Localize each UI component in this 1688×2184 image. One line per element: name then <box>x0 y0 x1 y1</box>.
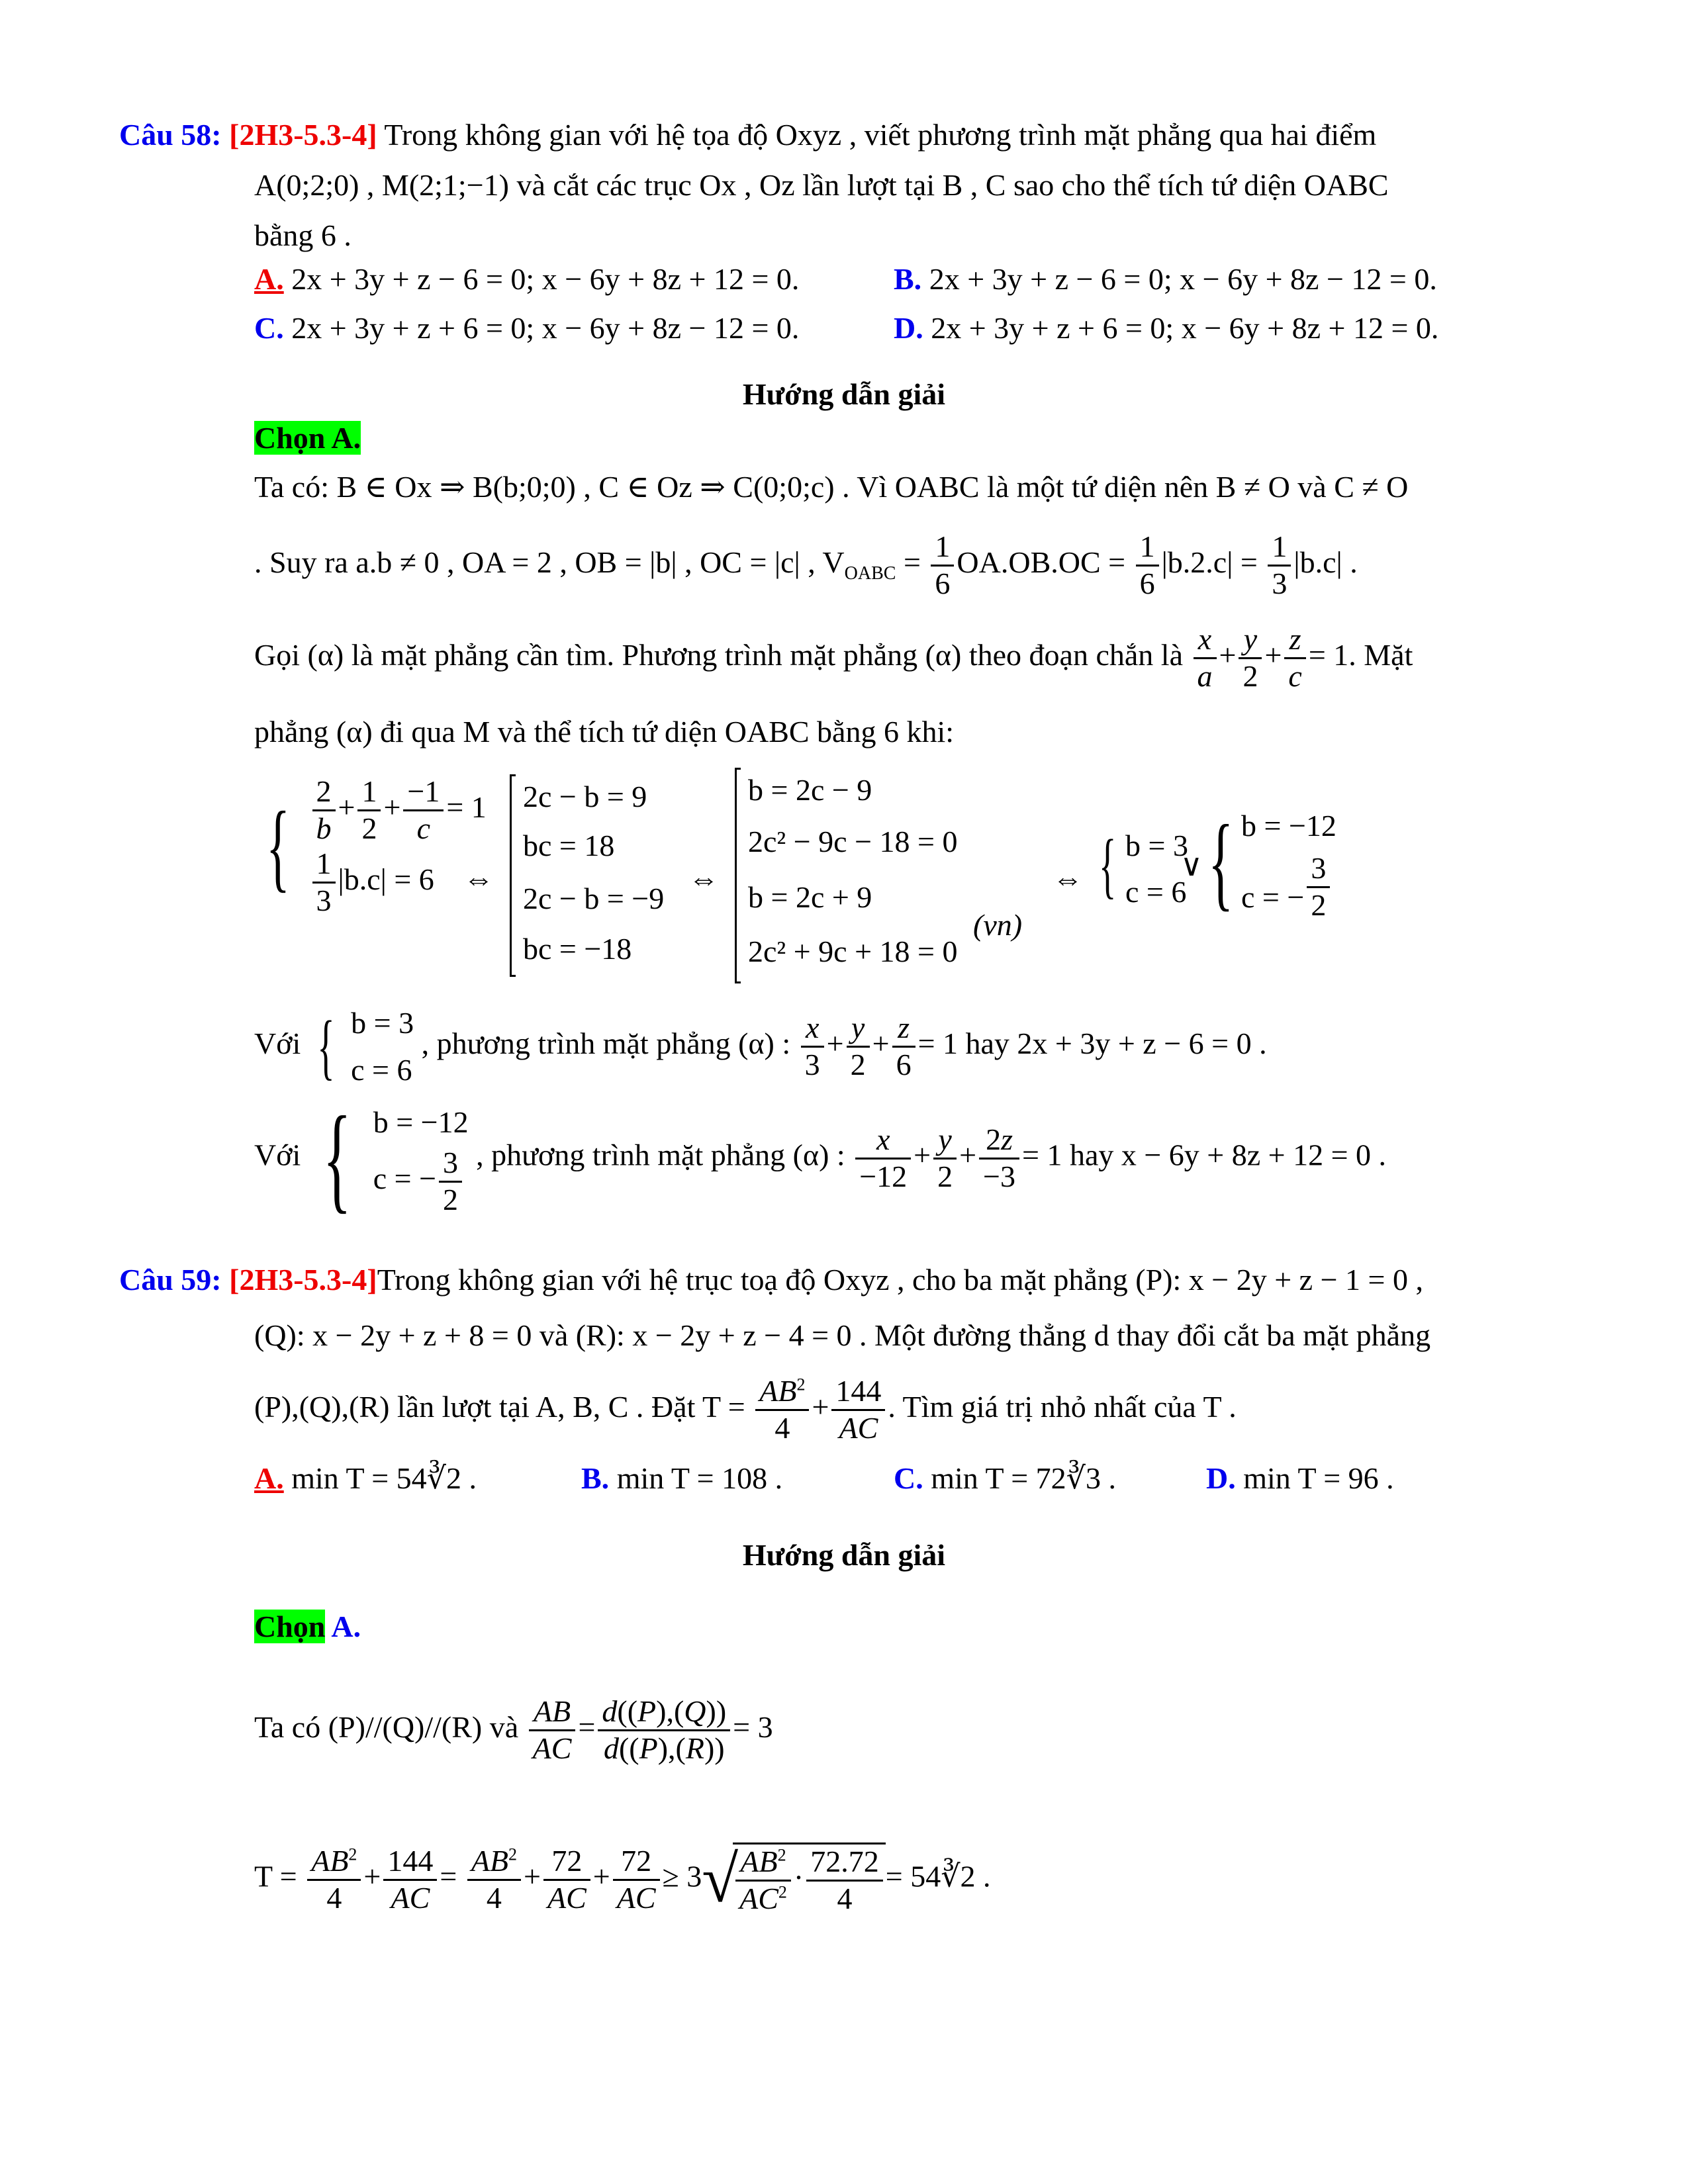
q59-label: Câu 59: <box>119 1263 222 1297</box>
q58-option-b-letter: B. <box>894 262 922 296</box>
q58-guide-title: Hướng dẫn giải <box>742 377 946 411</box>
q59-option-d[interactable] <box>1206 1460 1394 1496</box>
q58-with1-sys-r1: b = 3 <box>351 1006 414 1040</box>
q58-sol-line2-eq: = <box>896 545 929 579</box>
q59-cube-root-icon: √ <box>702 1843 739 1916</box>
q58-option-a[interactable] <box>254 261 799 297</box>
q59-sol-frac-ab2-4: $\frac{AB^2}{4}$ <box>307 1844 361 1916</box>
q58-with2-sys-r2: c = − <box>373 1161 437 1196</box>
q59-frac-ab-ac: $\frac{AB}{AC}$ <box>529 1694 576 1766</box>
q58-chosen <box>254 420 361 456</box>
q58-sys3-r1: b = 2c − 9 <box>748 773 872 807</box>
q59-sol-frac-72-ac-b: $\frac{72}{AC}$ <box>613 1844 660 1916</box>
q58-sol-line1: Ta có: B ∈ Ox ⇒ B(b;0;0) , C ∈ Oz ⇒ C(0;0;c) . Vì OABC là một tứ diện nên B ≠ O và C ≠ O <box>254 470 1409 504</box>
q58-line1 <box>119 116 1376 153</box>
q58-option-a-text: 2x + 3y + z − 6 = 0; x − 6y + 8z + 12 = 0. <box>291 262 800 296</box>
q58-frac-1-3-b: $\frac{1}{3}$ <box>312 846 336 919</box>
q58-option-c-text: 2x + 3y + z + 6 = 0; x − 6y + 8z − 12 = 0. <box>291 311 800 345</box>
q58-option-b-text: 2x + 3y + z − 6 = 0; x − 6y + 8z − 12 = 0. <box>929 262 1437 296</box>
q58-frac-1-6: $\frac{1}{6}$ <box>931 529 954 602</box>
q59-frac-144-ac: $\frac{144}{AC}$ <box>831 1374 885 1446</box>
q58-sol-line4: phẳng (α) đi qua M và thể tích tứ diện OABC bằng 6 khi: <box>254 715 955 749</box>
q59-option-b-letter: B. <box>581 1461 610 1495</box>
q58-sys3-vn: (vn) <box>973 908 1023 942</box>
q59-sol-frac-144-ac: $\frac{144}{AC}$ <box>383 1844 437 1916</box>
q58-frac-1-2: $\frac{1}{2}$ <box>357 774 381 846</box>
q58-frac-z-c: $\frac{z}{c}$ <box>1284 622 1305 694</box>
q58-volume-subscript: OABC <box>844 563 896 584</box>
q58-with1-sys <box>351 999 414 1094</box>
q58-sys3-r4: 2c² + 9c + 18 = 0 <box>748 934 958 968</box>
q58-sol-line2 <box>254 529 1358 602</box>
q58-frac-1-6-b: $\frac{1}{6}$ <box>1136 529 1159 602</box>
q59-line2: (Q): x − 2y + z + 8 = 0 và (R): x − 2y + z − 4 = 0 . Một đường thẳng d thay đổi cắt ba mặt phẳng <box>254 1318 1431 1352</box>
q59-guide-title: Hướng dẫn giải <box>742 1538 946 1572</box>
q58-frac-x-3: $\frac{x}{3}$ <box>801 1011 824 1083</box>
q58-iff-2: ⇔ <box>688 862 719 895</box>
q58-option-c[interactable] <box>254 310 799 346</box>
q59-sol-line1-text: Ta có (P)//(Q)//(R) và <box>254 1709 519 1744</box>
q58-sol-line2-text-c: OA.OB.OC = <box>957 545 1133 579</box>
q59-line3: (P),(Q),(R) lần lượt tại A, B, C . Đặt T = $\frac{AB^2}{4}$ + $\frac{144}{AC}$ . Tìm giá trị nhỏ nhất của T . <box>254 1374 1237 1445</box>
q59-chosen-answer: A. <box>325 1610 361 1643</box>
q58-frac-1-3: $\frac{1}{3}$ <box>1268 529 1291 602</box>
q59-sol-line1: Ta có (P)//(Q)//(R) và $\frac{AB}{AC}$ = $\frac{d((P),(Q))}{d((P),(R))}$ = 3 <box>254 1694 773 1765</box>
q58-option-d-letter: D. <box>894 311 923 345</box>
q58-text-1: Trong không gian với hệ tọa độ Oxyz , viết phương trình mặt phẳng qua hai điểm <box>384 118 1377 152</box>
q58-sys1-eq2: |b.c| = 6 <box>338 862 434 896</box>
q58-frac-2z-m3: $\frac{2z}{-3}$ <box>979 1122 1019 1195</box>
q58-with1-label: Với <box>254 1026 301 1060</box>
q59-frac-ab2-4: $\frac{AB^2}{4}$ <box>755 1374 809 1446</box>
q59-frac-ab2-ac2: $\frac{AB^2}{AC^2}$ <box>735 1844 791 1917</box>
q59-sol-line2-end: = 54∛2 . <box>885 1859 991 1893</box>
q58-sys3-r3: b = 2c + 9 <box>748 880 872 914</box>
q58-with1: Với { b = 3 c = 6 , phương trình mặt phẳng (α) : $\frac{x}{3}$ + $\frac{y}{2}$ + $\frac{z}{6}$ = 1 hay 2x + 3y + z − 6 = 0 . <box>254 999 1267 1094</box>
q59-chosen <box>254 1608 361 1645</box>
q59-text-1: Trong không gian với hệ trục toạ độ Oxyz , cho ba mặt phẳng (P): x − 2y + z − 1 = 0 , <box>377 1263 1423 1297</box>
q59-frac-dist: $\frac{d((P),(Q))}{d((P),(R))}$ <box>598 1694 730 1766</box>
q59-sol-line2: T = $\frac{AB^2}{4}$ + $\frac{144}{AC}$ = $\frac{AB^2}{4}$ + $\frac{72}{AC}$ + $\frac{72}{AC}$ ≥ 3√ $\frac{AB^2}{AC^2}$ · $\frac{72.72}{4}$ = 54∛2 . <box>254 1843 991 1916</box>
q59-option-c-letter: C. <box>894 1461 923 1495</box>
q58-sys3-r2: 2c² − 9c − 18 = 0 <box>748 825 958 858</box>
q59-option-d-text: min T = 96 . <box>1243 1461 1394 1495</box>
q59-code: [2H3-5.3-4] <box>229 1263 377 1297</box>
q58-frac-x-a: $\frac{x}{a}$ <box>1194 622 1217 694</box>
q59-option-a-letter: A. <box>254 1461 284 1495</box>
q58-with2-text: , phương trình mặt phẳng (α) : <box>476 1138 845 1172</box>
q58-with1-brace: { <box>317 1006 335 1087</box>
q59-option-a-text: min T = 54∛2 . <box>291 1461 477 1495</box>
q59-option-c[interactable] <box>894 1460 1116 1496</box>
q59-radicand: $\frac{AB^2}{AC^2}$ · $\frac{72.72}{4}$ <box>733 1843 886 1917</box>
q58-sys4-r2: c = 6 <box>1125 875 1187 909</box>
q59-chosen-label: Chọn <box>254 1610 326 1643</box>
q58-with2-label: Với <box>254 1138 301 1172</box>
q58-frac-z-6: $\frac{z}{6}$ <box>892 1011 915 1083</box>
q58-frac-y-2-b: $\frac{y}{2}$ <box>847 1011 870 1083</box>
q58-line3: bằng 6 . <box>254 218 352 252</box>
q58-frac-3-2-b: $\frac{3}{2}$ <box>439 1146 462 1218</box>
q58-or: ∨ <box>1180 848 1203 882</box>
q58-with2-sys <box>373 1099 469 1218</box>
q58-frac-y-2-c: $\frac{y}{2}$ <box>933 1122 957 1195</box>
q58-option-d[interactable] <box>894 310 1438 346</box>
q58-with2-brace: { <box>322 1092 352 1224</box>
q59-option-b[interactable] <box>581 1460 782 1496</box>
q58-option-a-letter: A. <box>254 262 284 296</box>
q58-sol-line2-text-d: |b.2.c| = <box>1161 545 1266 579</box>
q58-sys2-r3: 2c − b = −9 <box>523 882 665 915</box>
q58-systems-row <box>254 774 487 919</box>
q58-option-c-letter: C. <box>254 311 284 345</box>
q58-with2: Với { b = −12 c = − $\frac{3}{2}$ , phương trình mặt phẳng (α) : $\frac{x}{-12}$ + $\frac{y}{2}$ + $\frac{2z}{-3}$ = 1 hay x − 6y + 8z + 12 = 0 . <box>254 1092 1387 1224</box>
q58-label: Câu 58: <box>119 118 222 152</box>
q58-sol-line3-text: Gọi (α) là mặt phẳng cần tìm. Phương trình mặt phẳng (α) theo đoạn chắn là <box>254 637 1183 672</box>
q58-code: [2H3-5.3-4] <box>229 118 377 152</box>
q58-frac-2-b: $\frac{2}{b}$ <box>312 774 336 846</box>
q58-sol-line3: Gọi (α) là mặt phẳng cần tìm. Phương trình mặt phẳng (α) theo đoạn chắn là $\frac{x}{a}$ + $\frac{y}{2}$ + $\frac{z}{c}$ = 1. Mặt <box>254 622 1413 693</box>
q58-with1-text: , phương trình mặt phẳng (α) : <box>421 1026 791 1060</box>
q59-sol-line2-T: T = <box>254 1859 297 1893</box>
q58-frac-y-2: $\frac{y}{2}$ <box>1239 622 1262 694</box>
q58-with2-end: = 1 hay x − 6y + 8z + 12 = 0 . <box>1022 1138 1387 1172</box>
q58-frac-m1-c: $\frac{-1}{c}$ <box>403 774 444 846</box>
q58-iff-3: ⇔ <box>1053 862 1083 895</box>
q58-sys5-r1: b = −12 <box>1241 809 1336 842</box>
q58-sys1: $\frac{2}{b}$ + $\frac{1}{2}$ + $\frac{-1}{c}$ = 1 $\frac{1}{3}$ |b.c| = 6 <box>310 774 487 919</box>
q59-sol-frac-72-ac: $\frac{72}{AC}$ <box>543 1844 590 1916</box>
q58-sys4-r1: b = 3 <box>1125 829 1188 862</box>
q58-option-d-text: 2x + 3y + z + 6 = 0; x − 6y + 8z + 12 = 0. <box>931 311 1439 345</box>
q59-option-d-letter: D. <box>1206 1461 1236 1495</box>
q59-option-a[interactable] <box>254 1460 477 1496</box>
q58-sys2-r1: 2c − b = 9 <box>523 780 647 813</box>
q58-frac-3-2: $\frac{3}{2}$ <box>1307 851 1330 923</box>
q59-sol-frac-ab2-4-b: $\frac{AB^2}{4}$ <box>467 1844 521 1916</box>
q58-option-b[interactable] <box>894 261 1437 297</box>
q58-iff-1: ⇔ <box>463 862 494 895</box>
q58-sol-line2-text-e: |b.c| . <box>1293 545 1358 579</box>
q58-frac-x-m12: $\frac{x}{-12}$ <box>855 1122 911 1195</box>
q59-sol-line1-end: = 3 <box>733 1709 773 1744</box>
q59-line3-text: (P),(Q),(R) lần lượt tại A, B, C . Đặt T = <box>254 1389 745 1424</box>
q59-line1 <box>119 1261 1423 1298</box>
q58-with2-sys-r1: b = −12 <box>373 1105 469 1139</box>
q58-sol-line2-text-a: . Suy ra a.b ≠ 0 , OA = 2 , OB = |b| , OC = |c| , V <box>254 545 845 579</box>
q59-line3-end: . Tìm giá trị nhỏ nhất của T . <box>888 1389 1237 1424</box>
q59-option-c-text: min T = 72∛3 . <box>931 1461 1116 1495</box>
q58-sys5-r2-text: c = − <box>1241 880 1305 914</box>
q59-frac-7272-4: $\frac{72.72}{4}$ <box>806 1844 883 1917</box>
q58-sys2-r2: bc = 18 <box>523 829 615 862</box>
q58-sol-line3-end: = 1. Mặt <box>1308 637 1413 672</box>
q58-chosen-label: Chọn A. <box>254 421 361 455</box>
q58-with1-end: = 1 hay 2x + 3y + z − 6 = 0 . <box>917 1026 1267 1060</box>
q58-line2: A(0;2;0) , M(2;1;−1) và cắt các trục Ox , Oz lần lượt tại B , C sao cho thể tích tứ diện OABC <box>254 168 1389 202</box>
q58-sys2-r4: bc = −18 <box>523 932 632 966</box>
q59-option-b-text: min T = 108 . <box>616 1461 783 1495</box>
q58-sys1-brace: { <box>266 791 290 901</box>
q58-with1-sys-r2: c = 6 <box>351 1053 412 1087</box>
q58-sys5-r2 <box>1241 851 1333 923</box>
